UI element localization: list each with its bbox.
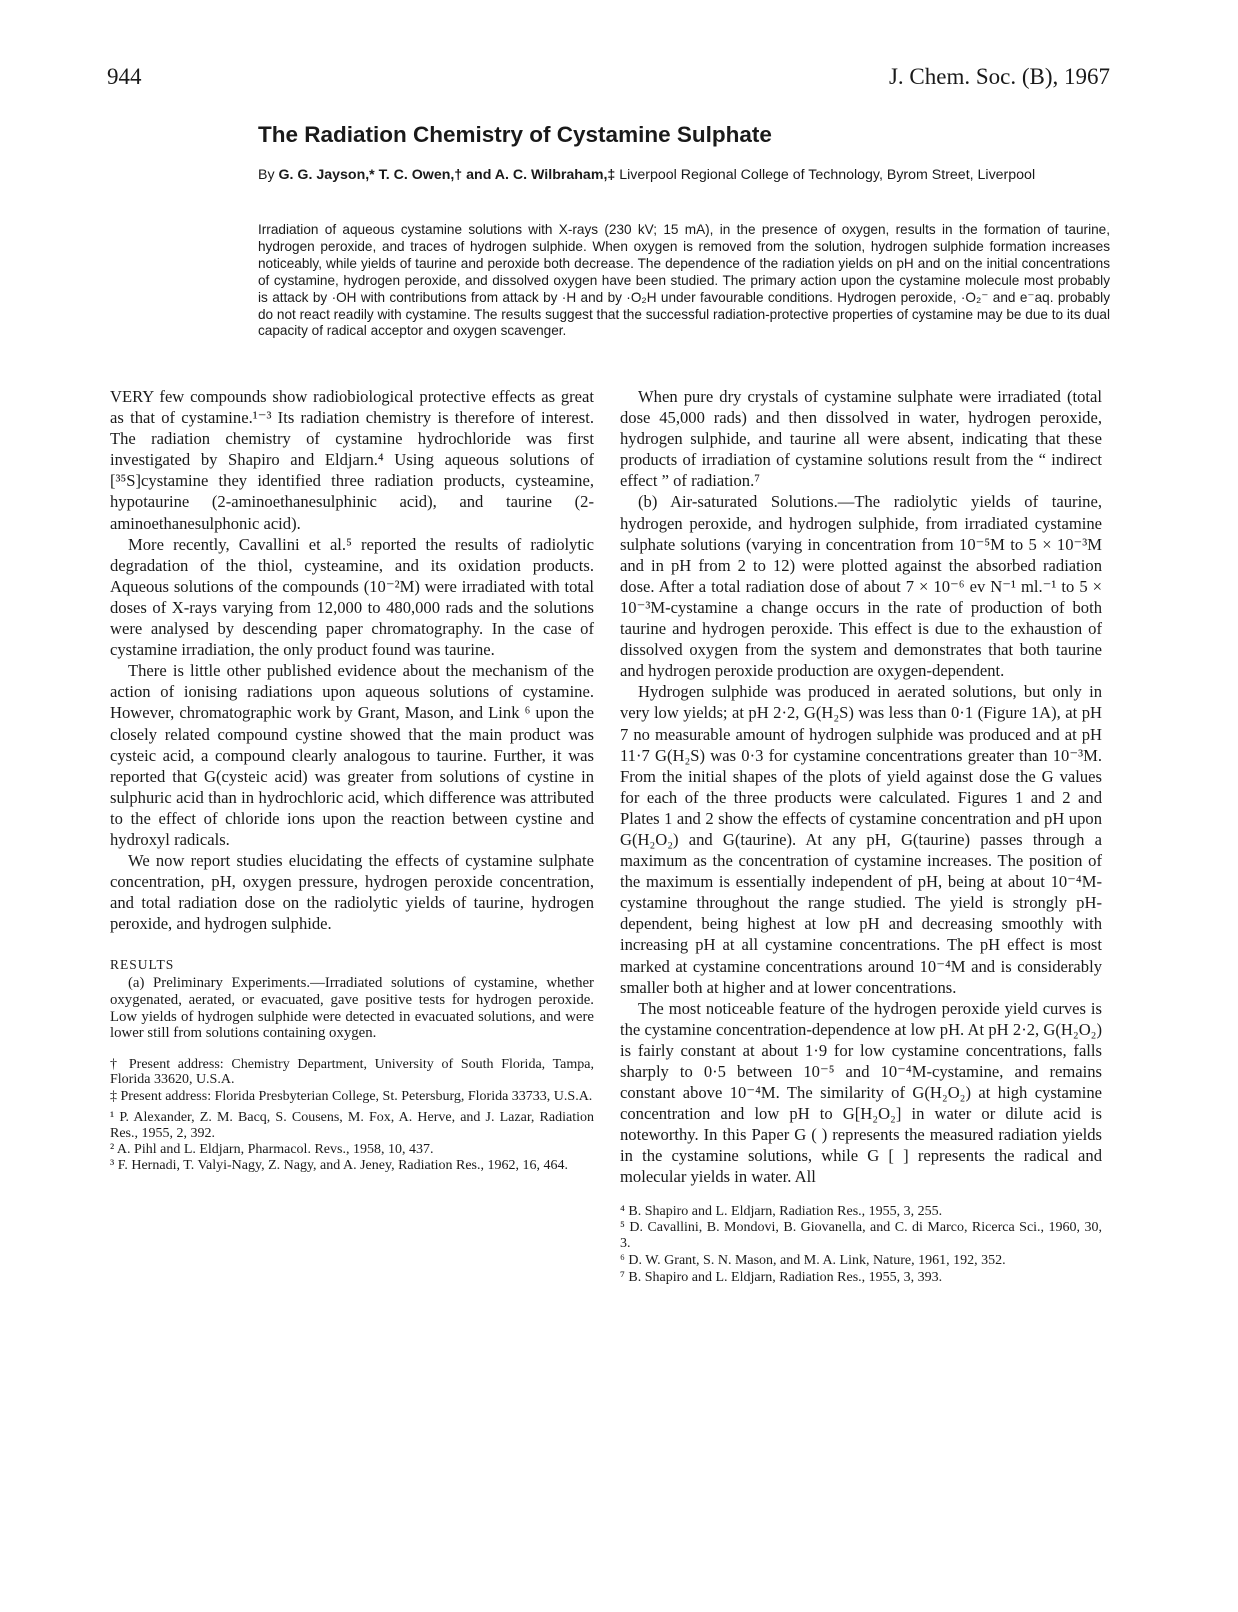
- byline-prefix: By: [258, 167, 279, 183]
- body-paragraph: When pure dry crystals of cystamine sulphate were irradiated (total dose 45,000 rads) and then dissolved in water, hydrogen peroxide, hydrogen sulphide, and taurine all were absent, indicating that these products of irradiation of cystamine solutions result from the “ indirect effect ” of radiation.⁷: [620, 387, 1102, 491]
- footnote: † Present address: Chemistry Department, University of South Florida, Tampa, Florida 33620, U.S.A.: [110, 1056, 594, 1088]
- body-paragraph: (a) Preliminary Experiments.—Irradiated solutions of cystamine, whether oxygenated, aerated, or evacuated, gave positive tests for hydrogen peroxide. Low yields of hydrogen sulphide were detected in evacuated solutions, and were lower still from solutions containing oxygen.: [110, 975, 594, 1042]
- reference: ⁶ D. W. Grant, S. N. Mason, and M. A. Link, Nature, 1961, 192, 352.: [620, 1252, 1006, 1268]
- section-heading: RESULTS: [110, 957, 175, 973]
- body-paragraph: We now report studies elucidating the effects of cystamine sulphate concentration, pH, oxygen pressure, hydrogen peroxide concentration, and total radiation dose on the radiolytic yields of taurine, hydrogen peroxide, and hydrogen sulphide.: [110, 851, 594, 934]
- reference: ⁴ B. Shapiro and L. Eldjarn, Radiation Res., 1955, 3, 255.: [620, 1203, 943, 1219]
- page-number: 944: [107, 64, 142, 89]
- right-column: [620, 386, 1102, 1287]
- left-column: [110, 386, 594, 1174]
- article-title: The Radiation Chemistry of Cystamine Sulphate: [258, 122, 772, 147]
- journal-citation: J. Chem. Soc. (B), 1967: [888, 64, 1110, 89]
- reference: ³ F. Hernadi, T. Valyi-Nagy, Z. Nagy, and A. Jeney, Radiation Res., 1962, 16, 464.: [110, 1158, 569, 1174]
- footnote: ‡ Present address: Florida Presbyterian College, St. Petersburg, Florida 33733, U.S.A.: [110, 1089, 593, 1105]
- body-paragraph: VERY few compounds show radiobiological protective effects as great as that of cystamine.¹⁻³ Its radiation chemistry is therefore of interest. The radiation chemistry of cystamine hydrochloride was first investigated by Shapiro and Eldjarn.⁴ Using aqueous solutions of [³⁵S]cystamine they identified three radiation products, cysteamine, hypotaurine (2-aminoethanesulphinic acid), and taurine (2-aminoethanesulphonic acid).: [110, 387, 594, 533]
- body-paragraph: More recently, Cavallini et al.⁵ reported the results of radiolytic degradation of the thiol, cysteamine, and its oxidation products. Aqueous solutions of the compounds (10⁻²M) were irradiated with total doses of X-rays varying from 12,000 to 480,000 rads and the solutions were analysed by descending paper chromatography. In the case of cystamine irradiation, the only product found was taurine.: [110, 534, 594, 660]
- abstract: Irradiation of aqueous cystamine solutions with X-rays (230 kV; 15 mA), in the presence of oxygen, results in the formation of taurine, hydrogen peroxide, and traces of hydrogen sulphide. When oxygen is removed from the solution, hydrogen sulphide formation increases noticeably, while yields of taurine and peroxide both decrease. The dependence of the radiation yields on pH and on the initial concentrations of cystamine, hydrogen peroxide, and dissolved oxygen have been studied. The primary action upon the cystamine molecule most probably is attack by ·OH with contributions from attack by ·H and by ·O₂H under favourable conditions. Hydrogen peroxide, ·O₂⁻ and e⁻aq. probably do not react readily with cystamine. The results suggest that the successful radiation-protective properties of cystamine may be due to its dual capacity of radical acceptor and oxygen scavenger.: [258, 222, 1110, 339]
- reference: ² A. Pihl and L. Eldjarn, Pharmacol. Revs., 1958, 10, 437.: [110, 1141, 434, 1157]
- footnotes: [110, 1057, 594, 1173]
- body-paragraph: The most noticeable feature of the hydrogen peroxide yield curves is the cystamine concentration-dependence at low pH. At pH 2·2, G(H₂O₂) is fairly constant at about 1·9 for low cystamine concentrations, falls sharply to 0·5 between 10⁻⁵ and 10⁻⁴M-cystamine, and remains constant above 10⁻⁴M. The similarity of G(H₂O₂) at high cystamine concentration and low pH to G[H₂O₂] in water or dilute acid is noteworthy. In this Paper G ( ) represents the measured radiation yields in the cystamine solutions, while G [ ] represents the radical and molecular yields in water. All: [620, 998, 1102, 1187]
- references: [620, 1204, 1102, 1286]
- affiliation: Liverpool Regional College of Technology, Byrom Street, Liverpool: [615, 167, 1036, 183]
- byline: [258, 167, 1110, 184]
- reference: ¹ P. Alexander, Z. M. Bacq, S. Cousens, M. Fox, A. Herve, and J. Lazar, Radiation Res., 1955, 2, 392.: [110, 1110, 594, 1141]
- reference: ⁵ D. Cavallini, B. Mondovi, B. Giovanella, and C. di Marco, Ricerca Sci., 1960, 30, 3.: [620, 1220, 1102, 1252]
- reference: ⁷ B. Shapiro and L. Eldjarn, Radiation Res., 1955, 3, 393.: [620, 1269, 943, 1285]
- body-paragraph: Hydrogen sulphide was produced in aerated solutions, but only in very low yields; at pH 2·2, G(H₂S) was less than 0·1 (Figure 1A), at pH 7 no measurable amount of hydrogen sulphide was produced and at pH 11·7 G(H₂S) was 0·3 for cystamine concentrations greater than 10⁻³M. From the initial shapes of the plots of yield against dose the G values for each of the three products were calculated. Figures 1 and 2 and Plates 1 and 2 show the effects of cystamine concentration and pH upon G(H₂O₂) and G(taurine). At any pH, G(taurine) passes through a maximum as the concentration of cystamine increases. The position of the maximum is essentially independent of pH, being at about 10⁻⁴M-cystamine throughout the range studied. The yield is strongly pH-dependent, being highest at low pH and decreasing smoothly with increasing pH at all cystamine concentrations. The pH effect is most marked at cystamine concentrations around 10⁻⁴M and is considerably smaller both at higher and at lower concentrations.: [620, 682, 1102, 997]
- authors: G. G. Jayson,* T. C. Owen,† and A. C. Wilbraham,‡: [278, 167, 616, 183]
- body-paragraph: There is little other published evidence about the mechanism of the action of ionising radiations upon aqueous solutions of cystamine. However, chromatographic work by Grant, Mason, and Link ⁶ upon the closely related compound cystine showed that the main product was cysteic acid, a compound clearly analogous to taurine. Further, it was reported that G(cysteic acid) was greater from solutions of cystine in sulphuric acid than in hydrochloric acid, which difference was attributed to the effect of chloride ions upon the reaction between cystine and hydroxyl radicals.: [110, 661, 594, 849]
- body-paragraph: (b) Air-saturated Solutions.—The radiolytic yields of taurine, hydrogen peroxide, and hydrogen sulphide, from irradiated cystamine sulphate solutions (varying in concentration from 10⁻⁵M to 5 × 10⁻³M and in pH from 2 to 12) were plotted against the absorbed radiation dose. After a total radiation dose of about 7 × 10⁻⁶ ev N⁻¹ ml.⁻¹ to 5 × 10⁻³M-cystamine a change occurs in the rate of production of both taurine and hydrogen peroxide. This effect is due to the exhaustion of dissolved oxygen from the system and demonstrates that both taurine and hydrogen peroxide production are oxygen-dependent.: [620, 492, 1102, 681]
